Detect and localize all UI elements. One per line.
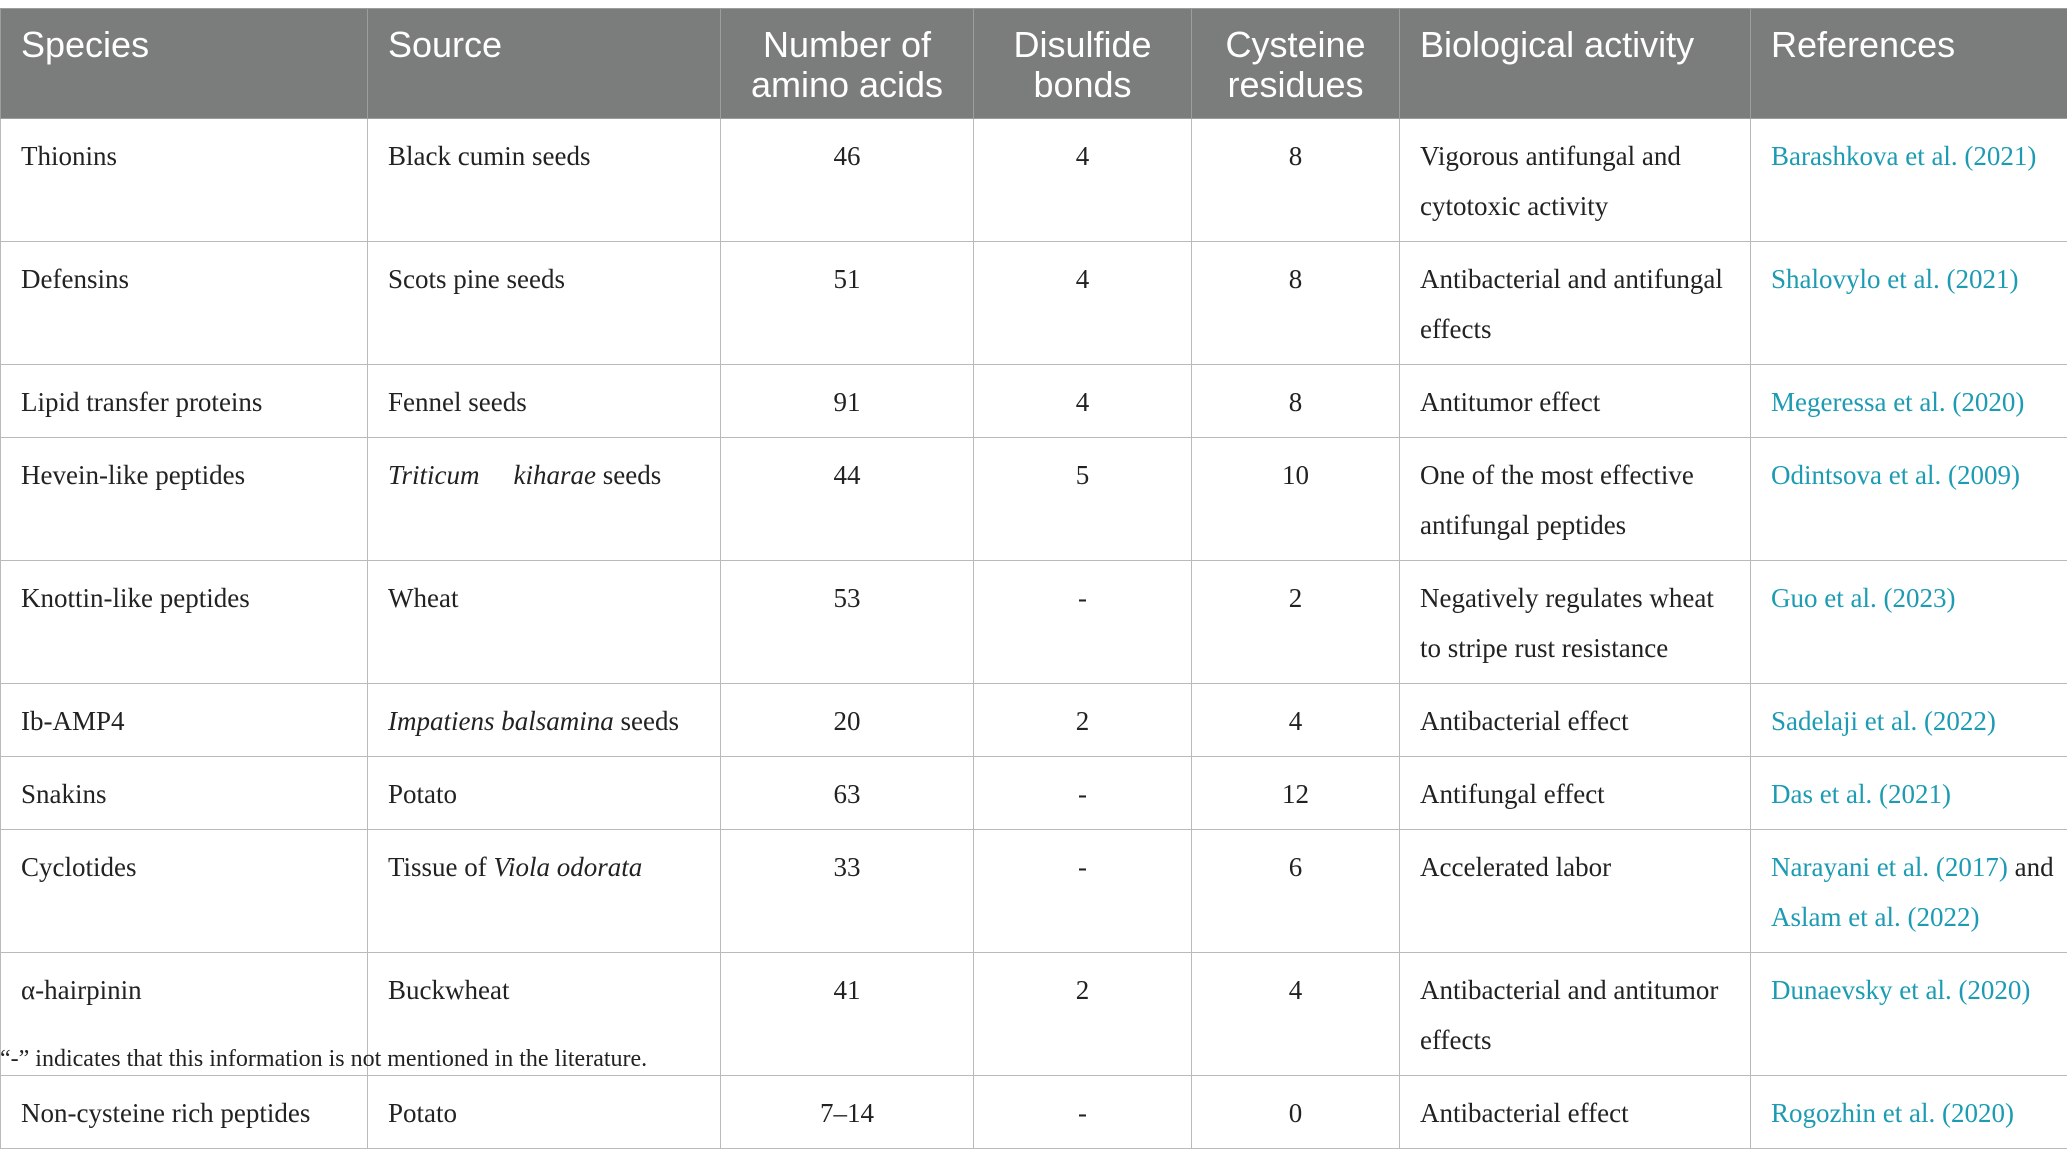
- table-header: [1, 9, 2067, 119]
- cell-cysteine: 8: [1192, 365, 1400, 438]
- cell-activity: Antibacterial and antifungal effects: [1400, 242, 1751, 365]
- cell-cysteine: 8: [1192, 119, 1400, 242]
- source-tail: seeds: [596, 460, 661, 490]
- cell-disulfide: -: [974, 1076, 1192, 1149]
- cell-cysteine: 4: [1192, 684, 1400, 757]
- header-biological-activity: Biological activity: [1400, 9, 1751, 119]
- header-amino-acids: Number of amino acids: [721, 9, 974, 119]
- cell-amino-acids: 53: [721, 561, 974, 684]
- cell-disulfide: 4: [974, 365, 1192, 438]
- cell-amino-acids: 41: [721, 953, 974, 1076]
- cell-species: Ib-AMP4: [1, 684, 368, 757]
- cell-reference: [1751, 242, 2067, 365]
- reference-link[interactable]: Sadelaji et al. (2022): [1771, 706, 1996, 736]
- cell-species: Lipid transfer proteins: [1, 365, 368, 438]
- cell-activity: Vigorous antifungal and cytotoxic activity: [1400, 119, 1751, 242]
- cell-species: Cyclotides: [1, 830, 368, 953]
- cell-reference: [1751, 684, 2067, 757]
- cell-species: Defensins: [1, 242, 368, 365]
- table-row: [1, 684, 2067, 757]
- reference-link[interactable]: Das et al. (2021): [1771, 779, 1951, 809]
- cell-source: Potato: [368, 757, 721, 830]
- table-footnote: “-” indicates that this information is not mentioned in the literature.: [0, 1046, 647, 1073]
- cell-amino-acids: 63: [721, 757, 974, 830]
- cell-activity: One of the most effective antifungal peptides: [1400, 438, 1751, 561]
- cell-amino-acids: 46: [721, 119, 974, 242]
- cell-source: Buckwheat: [368, 953, 721, 1076]
- cell-amino-acids: 91: [721, 365, 974, 438]
- cell-species: Knottin-like peptides: [1, 561, 368, 684]
- cell-disulfide: 2: [974, 684, 1192, 757]
- table-row: [1, 119, 2067, 242]
- cell-amino-acids: 20: [721, 684, 974, 757]
- table-row: [1, 830, 2067, 953]
- cell-cysteine: 10: [1192, 438, 1400, 561]
- table-row: [1, 1076, 2067, 1149]
- cell-reference: [1751, 561, 2067, 684]
- table-row: [1, 757, 2067, 830]
- cell-disulfide: -: [974, 830, 1192, 953]
- cell-species: Non-cysteine rich peptides: [1, 1076, 368, 1149]
- cell-activity: Antifungal effect: [1400, 757, 1751, 830]
- cell-source: Scots pine seeds: [368, 242, 721, 365]
- cell-activity: Negatively regulates wheat to stripe rust resistance: [1400, 561, 1751, 684]
- source-italic: Impatiens balsamina: [388, 706, 614, 736]
- table-row: [1, 438, 2067, 561]
- cell-source: [368, 438, 721, 561]
- header-cysteine-residues: Cysteine residues: [1192, 9, 1400, 119]
- cell-source: Black cumin seeds: [368, 119, 721, 242]
- reference-link[interactable]: Shalovylo et al. (2021): [1771, 264, 2018, 294]
- reference-link[interactable]: Aslam et al. (2022): [1771, 902, 1979, 932]
- cell-species: α-hairpinin: [1, 953, 368, 1076]
- cell-cysteine: 12: [1192, 757, 1400, 830]
- table-row: [1, 242, 2067, 365]
- cell-amino-acids: 44: [721, 438, 974, 561]
- header-references: References: [1751, 9, 2067, 119]
- cell-species: Thionins: [1, 119, 368, 242]
- cell-amino-acids: 51: [721, 242, 974, 365]
- cell-activity: Antibacterial effect: [1400, 684, 1751, 757]
- reference-link[interactable]: Narayani et al. (2017): [1771, 852, 2008, 882]
- cell-amino-acids: 7–14: [721, 1076, 974, 1149]
- cell-amino-acids: 33: [721, 830, 974, 953]
- cell-source: [368, 684, 721, 757]
- table-container: [0, 8, 2067, 1149]
- cell-activity: Antitumor effect: [1400, 365, 1751, 438]
- source-species-italic: kiharae: [514, 460, 596, 490]
- cell-reference: [1751, 119, 2067, 242]
- peptide-table: [0, 8, 2067, 1149]
- source-genus-italic: Triticum: [388, 460, 480, 490]
- cell-source: Fennel seeds: [368, 365, 721, 438]
- reference-link[interactable]: Guo et al. (2023): [1771, 583, 1955, 613]
- cell-reference: [1751, 953, 2067, 1076]
- cell-source: Potato: [368, 1076, 721, 1149]
- cell-reference: [1751, 365, 2067, 438]
- cell-source: Wheat: [368, 561, 721, 684]
- source-italic: Viola odorata: [494, 852, 643, 882]
- cell-disulfide: -: [974, 757, 1192, 830]
- cell-cysteine: 4: [1192, 953, 1400, 1076]
- cell-disulfide: -: [974, 561, 1192, 684]
- header-species: Species: [1, 9, 368, 119]
- cell-reference: [1751, 438, 2067, 561]
- cell-cysteine: 8: [1192, 242, 1400, 365]
- cell-species: Snakins: [1, 757, 368, 830]
- reference-link[interactable]: Rogozhin et al. (2020): [1771, 1098, 2014, 1128]
- cell-activity: Antibacterial and antitumor effects: [1400, 953, 1751, 1076]
- reference-link[interactable]: Barashkova et al. (2021): [1771, 141, 2036, 171]
- header-disulfide-bonds: Disulfide bonds: [974, 9, 1192, 119]
- table-row: [1, 365, 2067, 438]
- cell-activity: Accelerated labor: [1400, 830, 1751, 953]
- cell-source: [368, 830, 721, 953]
- table-row: [1, 561, 2067, 684]
- header-source: Source: [368, 9, 721, 119]
- reference-link[interactable]: Odintsova et al. (2009): [1771, 460, 2020, 490]
- cell-reference: [1751, 830, 2067, 953]
- cell-species: Hevein-like peptides: [1, 438, 368, 561]
- cell-disulfide: 2: [974, 953, 1192, 1076]
- cell-cysteine: 6: [1192, 830, 1400, 953]
- cell-cysteine: 0: [1192, 1076, 1400, 1149]
- cell-activity: Antibacterial effect: [1400, 1076, 1751, 1149]
- reference-link[interactable]: Dunaevsky et al. (2020): [1771, 975, 2030, 1005]
- cell-reference: [1751, 1076, 2067, 1149]
- source-head: Tissue of: [388, 852, 494, 882]
- cell-cysteine: 2: [1192, 561, 1400, 684]
- table-body: [1, 119, 2067, 1149]
- reference-conjunction: and: [2015, 852, 2054, 882]
- reference-link[interactable]: Megeressa et al. (2020): [1771, 387, 2024, 417]
- cell-disulfide: 5: [974, 438, 1192, 561]
- cell-disulfide: 4: [974, 242, 1192, 365]
- source-tail: seeds: [614, 706, 679, 736]
- header-row: [1, 9, 2067, 119]
- cell-disulfide: 4: [974, 119, 1192, 242]
- cell-reference: [1751, 757, 2067, 830]
